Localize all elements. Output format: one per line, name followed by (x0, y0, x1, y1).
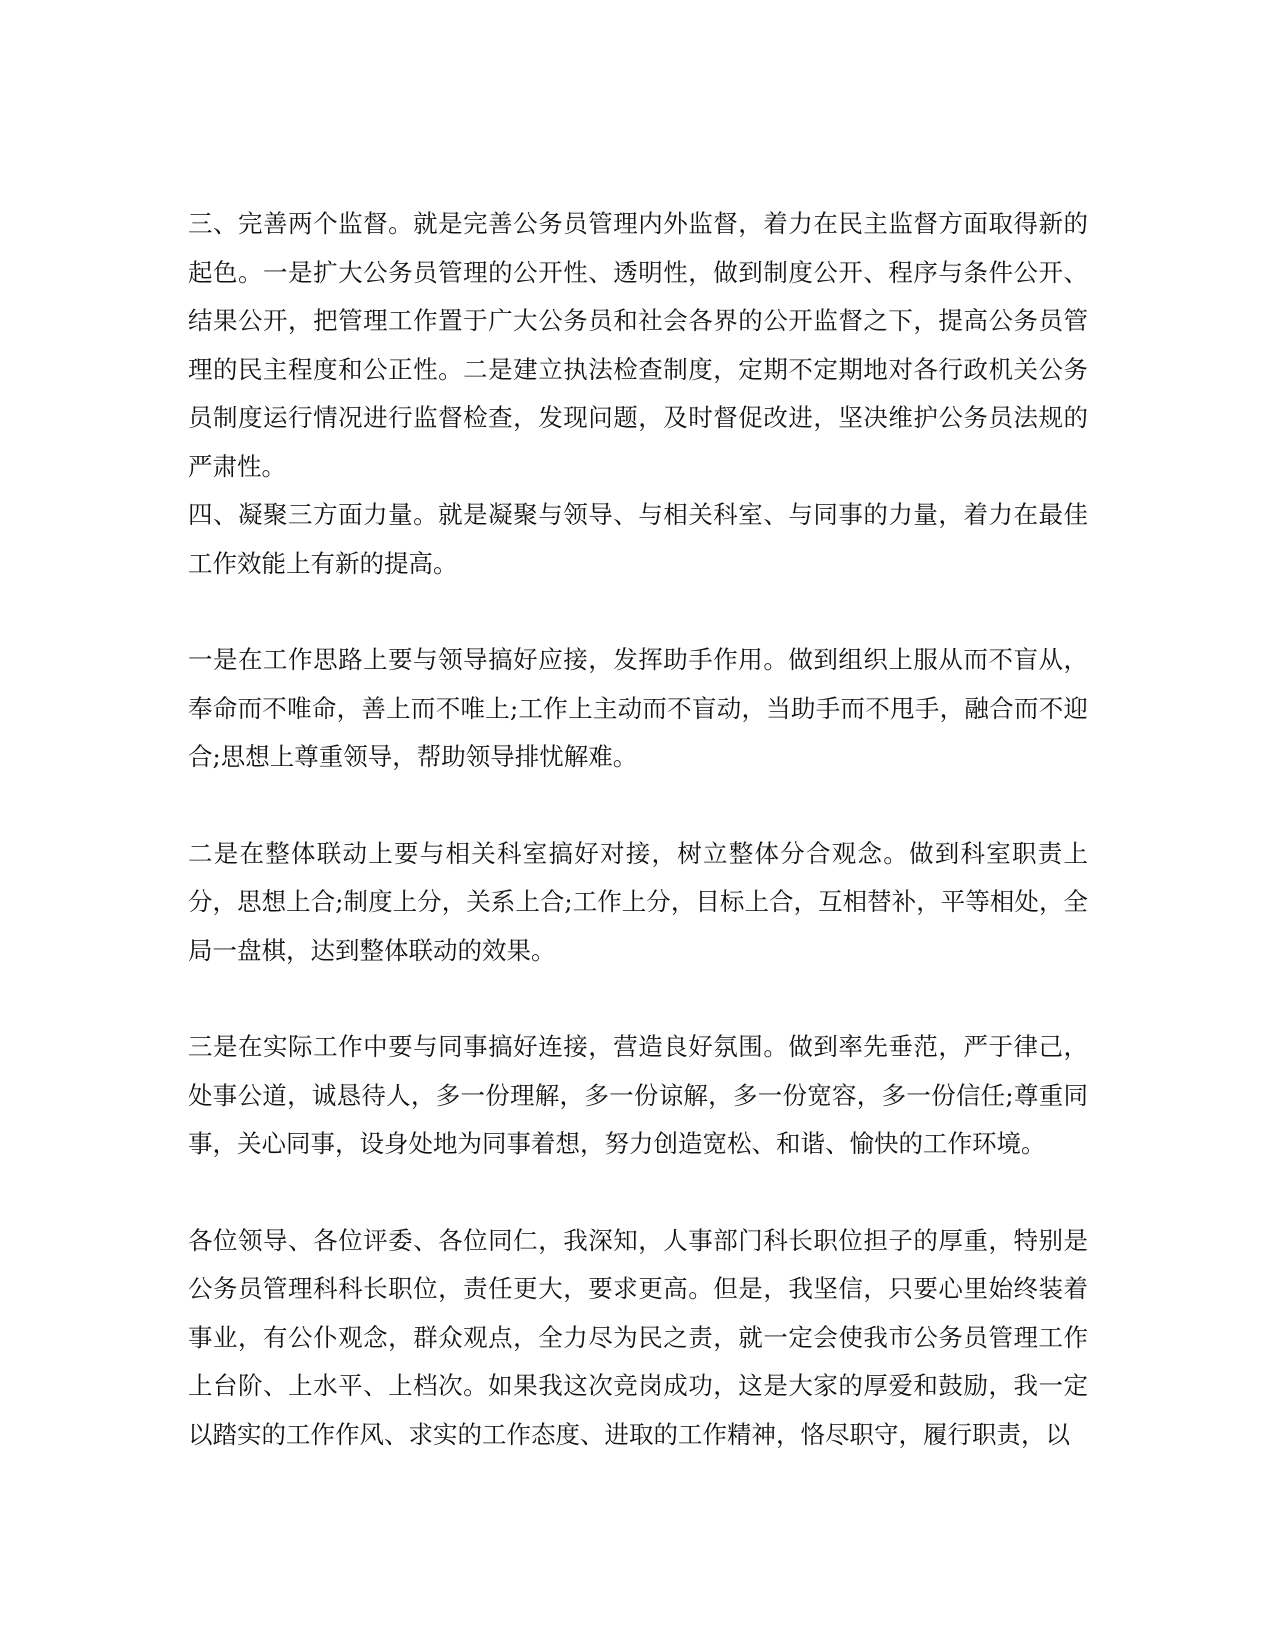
document-body (188, 200, 1088, 1459)
paragraph-two-supervisions: 三、完善两个监督。就是完善公务员管理内外监督，着力在民主监督方面取得新的起色。一是扩大公务员管理的公开性、透明性，做到制度公开、程序与条件公开、结果公开，把管理工作置于广大公务员和社会各界的公开监督之下，提高公务员管理的民主程度和公正性。二是建立执法检查制度，定期不定期地对各行政机关公务员制度运行情况进行监督检查，发现问题，及时督促改进，坚决维护公务员法规的严肃性。 (188, 209, 1088, 481)
paragraph-colleagues: 三是在实际工作中要与同事搞好连接，营造良好氛围。做到率先垂范，严于律己，处事公道，诚恳待人，多一份理解，多一份谅解，多一份宽容，多一份信任;尊重同事，关心同事，设身处地为同事着想，努力创造宽松、和谐、愉快的工作环境。 (188, 1032, 1088, 1158)
paragraph-closing: 各位领导、各位评委、各位同仁，我深知，人事部门科长职位担子的厚重，特别是公务员管理科科长职位，责任更大，要求更高。但是，我坚信，只要心里始终装着事业，有公仆观念，群众观点，全力尽为民之责，就一定会使我市公务员管理工作上台阶、上水平、上档次。如果我这次竞岗成功，这是大家的厚爱和鼓励，我一定以踏实的工作作风、求实的工作态度、进取的工作精神，恪尽职守，履行职责，以 (188, 1225, 1088, 1449)
paragraph-three-forces: 四、凝聚三方面力量。就是凝聚与领导、与相关科室、与同事的力量，着力在最佳工作效能上有新的提高。 (188, 500, 1088, 578)
paragraph-departments: 二是在整体联动上要与相关科室搞好对接，树立整体分合观念。做到科室职责上分，思想上合;制度上分，关系上合;工作上分，目标上合，互相替补，平等相处，全局一盘棋，达到整体联动的效果。 (188, 838, 1088, 965)
paragraph-leadership: 一是在工作思路上要与领导搞好应接，发挥助手作用。做到组织上服从而不盲从，奉命而不唯命，善上而不唯上;工作上主动而不盲动，当助手而不甩手，融合而不迎合;思想上尊重领导，帮助领导排忧解难。 (188, 645, 1088, 771)
